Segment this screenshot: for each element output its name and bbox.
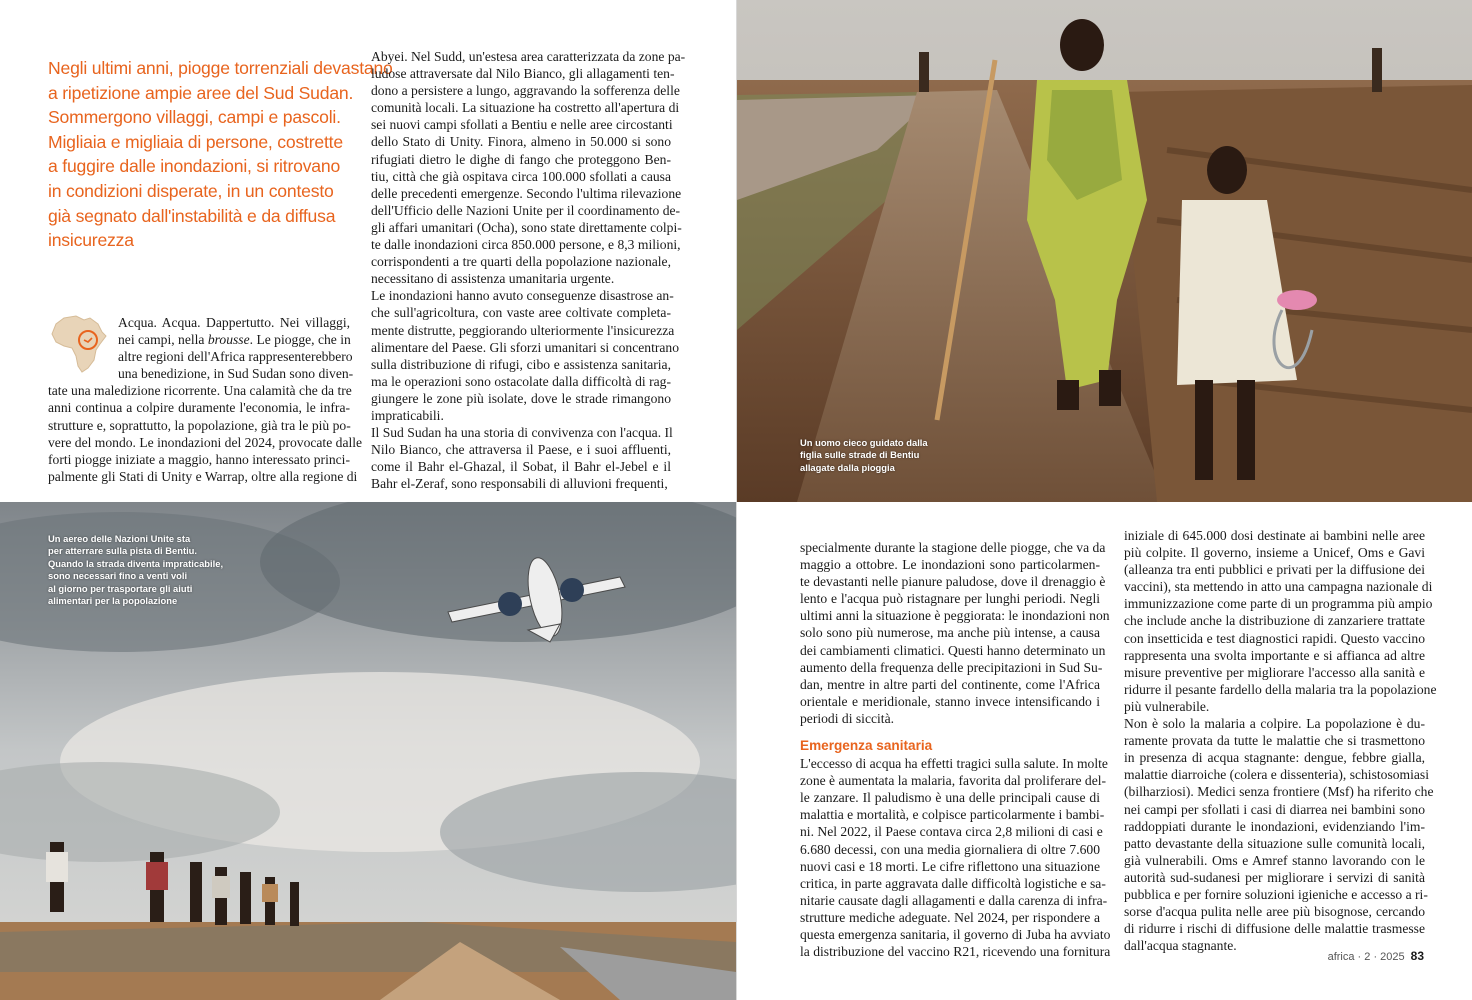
- text-line: le zanzare. Il paludismo è una delle principali cause di: [800, 790, 1100, 806]
- page-number: 83: [1410, 949, 1424, 963]
- caption-line: Un uomo cieco guidato dalla: [800, 437, 928, 448]
- text-line: Abyei. Nel Sudd, un'estesa area caratterizzata da zone pa-: [371, 49, 686, 64]
- text-line: dei cambiamenti climatici. Questi hanno determinato un: [800, 642, 1106, 658]
- text-line: pubblica e per fornire soluzioni igieniche e accesso a ri-: [1124, 886, 1428, 902]
- text-line: giungere le zone più isolate, dove le strade rimangono: [371, 390, 671, 406]
- text-line: dan, mentre in altre parti del continente, come l'Africa: [800, 676, 1100, 692]
- text-line: già vulnerabili. Oms e Amref stanno lavorando con le: [1124, 852, 1425, 868]
- text-line: sulla distribuzione di rifugi, cibo e assistenza sanitaria,: [371, 356, 671, 372]
- page-folio: [1328, 949, 1424, 963]
- photo-caption-bottom: [48, 533, 223, 607]
- text-line: delle precedenti emergenze. Secondo l'ultima rilevazione: [371, 185, 682, 201]
- section-heading: Emergenza sanitaria: [800, 738, 933, 754]
- intro-line: Negli ultimi anni, piogge torrenziali devastano: [48, 58, 393, 78]
- article-column-4: [1124, 527, 1437, 954]
- text-line: maggio a ottobre. Le inondazioni sono particolarmen-: [800, 557, 1100, 573]
- text-line: nei campi per sfollati i casi di diarrea nei bambini sono: [1124, 801, 1425, 817]
- text-line: lento e l'acqua può ristagnare per lunghi periodi. Negli: [800, 591, 1100, 607]
- text-line: nuovi casi e 18 morti. Le cifre riflettono una situazione: [800, 858, 1100, 874]
- text-line: strutture mediche adeguate. Nel 2024, per rispondere a: [800, 909, 1100, 925]
- magazine-issue: africa · 2 · 2025: [1327, 951, 1405, 963]
- text-line: specialmente durante la stagione delle piogge, che va da: [800, 540, 1106, 555]
- text-line: sei nuovi campi sfollati a Bentiu e nelle aree circostanti: [371, 117, 673, 133]
- photo-caption-top: [800, 437, 928, 474]
- intro-line: già segnato dall'instabilità e da diffusa: [48, 205, 336, 226]
- intro-line: Migliaia e migliaia di persone, costrette: [48, 131, 343, 152]
- text-line: dello Stato di Unity. Finora, almeno in 50.000 si sono: [371, 134, 671, 150]
- text-line: raddoppiati durante le inondazioni, evidenziando l'im-: [1124, 818, 1425, 834]
- text-line: impraticabili.: [371, 407, 444, 423]
- text-line: come il Bahr el-Ghazal, il Sobat, il Bahr el-Jebel e il: [371, 459, 671, 475]
- text-line: Non è solo la malaria a colpire. La popolazione è du-: [1124, 716, 1425, 732]
- text-line: una benedizione, in Sud Sudan sono diven-: [118, 366, 354, 382]
- intro-line: a fuggire dalle inondazioni, si ritrovano: [48, 156, 341, 177]
- caption-line: sono necessari fino a venti voli: [48, 570, 188, 582]
- text-line: ramente provata da tutte le malattie che si trasmettono: [1124, 733, 1425, 749]
- text-line: immunizzazione come parte di un programma più ampio: [1124, 596, 1433, 612]
- intro-line: Sommergono villaggi, campi e pascoli.: [48, 107, 341, 128]
- text-line: più vulnerabile.: [1124, 698, 1210, 714]
- text-line: (bilharziosi). Medici senza frontiere (Msf) ha riferito che: [1124, 784, 1434, 800]
- text-line: vaccini), sta mettendo in atto una campagna nazionale di: [1124, 579, 1433, 595]
- caption-line: alimentari per la popolazione: [48, 595, 178, 607]
- text-line: autorità sud-sudanesi per migliorare i servizi di sanità: [1124, 869, 1425, 885]
- text-line: ridurre il pesante fardello della malaria tra la popolazione: [1124, 681, 1437, 697]
- text-line: rappresenta una svolta importante e si affianca ad altre: [1124, 647, 1425, 663]
- text-line: forti piogge iniziate a maggio, hanno interessato princi-: [48, 451, 350, 467]
- text-line: aumento della frequenza delle precipitazioni in Sud Su-: [800, 659, 1103, 675]
- article-column-1: [48, 314, 363, 485]
- text-line: tiu, città che già ospitava circa 100.000 sfollati a causa: [371, 168, 671, 184]
- text-line: in presenza di acqua stagnante: dengue, febbre gialla,: [1124, 750, 1425, 766]
- text-line: patto devastante della situazione sulle comunità locali,: [1124, 835, 1425, 851]
- text-line: che sull'agricoltura, con vaste aree coltivate completa-: [371, 305, 671, 321]
- text-line: periodi di siccità.: [800, 710, 894, 726]
- text-line: Bahr el-Zeraf, sono responsabili di alluvioni frequenti,: [371, 476, 668, 492]
- text-line: zone è aumentata la malaria, favorita dal proliferare del-: [800, 773, 1107, 789]
- text-line: te devastanti nelle pianure paludose, dove il drenaggio è: [800, 574, 1106, 590]
- text-line: misure preventive per migliorare l'accesso alla sanità e: [1124, 664, 1425, 680]
- text-line: (alleanza tra enti pubblici e privati per la diffusione dei: [1124, 562, 1425, 578]
- text-line: più colpite. Il governo, insieme a Unicef, Oms e Gavi: [1124, 545, 1425, 561]
- text-line: ni. Nel 2022, il Paese contava circa 2,8 milioni di casi e: [800, 824, 1103, 840]
- text-line: strutture e, soprattutto, la popolazione, già tra le più po-: [48, 417, 351, 433]
- text-line: necessitano di assistenza umanitaria urgente.: [371, 271, 615, 287]
- article-column-2: [371, 48, 686, 492]
- text-line: malattia e mortalità, e colpisce particolarmente i bambi-: [800, 807, 1105, 823]
- intro-line: a ripetizione ampie aree del Sud Sudan.: [48, 82, 354, 103]
- text-line: dall'acqua stagnante.: [1124, 938, 1237, 954]
- text-line: dell'Ufficio delle Nazioni Unite per il coordinamento de-: [371, 202, 681, 218]
- text-line: ultimi anni la situazione è peggiorata: le inondazioni non: [800, 608, 1110, 624]
- caption-line: figlia sulle strade di Bentiu: [800, 449, 920, 461]
- article-column-3: [800, 539, 1111, 960]
- text-line: mente distrutte, peggiorando ulteriormente l'insicurezza: [371, 322, 675, 338]
- caption-line: allagate dalla pioggia: [800, 461, 895, 473]
- text-line: ma le operazioni sono ostacolate dalla difficoltà di rag-: [371, 373, 671, 389]
- text-line: anni continua a colpire duramente l'economia, le infra-: [48, 400, 350, 416]
- text-line: Nilo Bianco, che attraversa il Paese, e i suoi affluenti,: [371, 442, 671, 458]
- caption-line: al giorno per trasportare gli aiuti: [48, 582, 193, 594]
- text-line: vere del mondo. Le inondazioni del 2024, provocate dalle: [48, 434, 363, 450]
- intro-standfirst: [48, 56, 393, 253]
- text-line: critica, in parte aggravata dalle difficoltà logistiche e sa-: [800, 875, 1106, 891]
- intro-line: insicurezza: [48, 230, 134, 251]
- photo-blind-man-and-daughter: [737, 0, 1472, 502]
- text-line: dono a persistere a lungo, aggravando la sofferenza delle: [371, 83, 680, 99]
- text-line: corrispondenti a tre quarti della popolazione nazionale,: [371, 254, 671, 270]
- text-line: nitarie causate dagli allagamenti e dalla carenza di infra-: [800, 892, 1108, 908]
- text-line: 6.680 decessi, con una media giornaliera di oltre 7.600: [800, 841, 1100, 857]
- text-line: la distribuzione del vaccino R21, ricevendo una fornitura: [800, 944, 1111, 960]
- text-line: altre regioni dell'Africa rappresenterebbero: [118, 349, 353, 365]
- caption-line: per atterrare sulla pista di Bentiu.: [48, 545, 198, 557]
- text-line: di ridurre i rischi di diffusione delle malattie trasmesse: [1124, 921, 1425, 937]
- text-line: Le inondazioni hanno avuto conseguenze disastrose an-: [371, 288, 674, 304]
- text-line: te dalle inondazioni circa 850.000 persone, e 8,3 milioni,: [371, 237, 681, 253]
- text-line: orientale e meridionale, stanno invece intensificando i: [800, 693, 1100, 709]
- text-line: palmente gli Stati di Unity e Warrap, oltre alla regione di: [48, 468, 358, 484]
- text-line: malattie diarroiche (colera e dissenteria), schistosomiasi: [1124, 767, 1429, 783]
- text-line: iniziale di 645.000 dosi destinate ai bambini nelle aree: [1124, 528, 1425, 543]
- text-line: questa emergenza sanitaria, il governo di Juba ha avviato: [800, 926, 1111, 942]
- text-line: gli affari umanitari (Ocha), sono state direttamente colpi-: [371, 219, 682, 235]
- text-line: con insetticida e test diagnostici rapidi. Questo vaccino: [1124, 630, 1425, 646]
- text-line: alimentare del Paese. Gli sforzi umanitari si concentrano: [371, 339, 680, 355]
- caption-line: Un aereo delle Nazioni Unite sta: [48, 533, 191, 544]
- caption-line: Quando la strada diventa impraticabile,: [48, 557, 224, 569]
- text-line: rifugiati dietro le dighe di fango che proteggono Ben-: [371, 151, 671, 167]
- text-line: solo sono più numerose, ma anche più intense, a causa: [800, 625, 1100, 641]
- text-line: sorse d'acqua pulita nelle aree più bisognose, cercando: [1124, 904, 1425, 920]
- text-line: Il Sud Sudan ha una storia di convivenza con l'acqua. Il: [371, 425, 673, 441]
- text-line: tate una maledizione ricorrente. Una calamità che da tre: [48, 383, 352, 399]
- text-line: L'eccesso di acqua ha effetti tragici sulla salute. In molte: [800, 756, 1108, 772]
- text-line: ludose attraversate dal Nilo Bianco, gli allagamenti ten-: [371, 66, 675, 82]
- intro-line: in condizioni disperate, in un contesto: [48, 180, 334, 201]
- text-line: Acqua. Acqua. Dappertutto. Nei villaggi,: [118, 315, 350, 330]
- text-line: che include anche la distribuzione di zanzariere trattate: [1124, 613, 1425, 629]
- text-line: nei campi, nella brousse. Le piogge, che in: [118, 332, 351, 348]
- text-line: comunità locali. La situazione ha costretto all'apertura di: [371, 100, 680, 116]
